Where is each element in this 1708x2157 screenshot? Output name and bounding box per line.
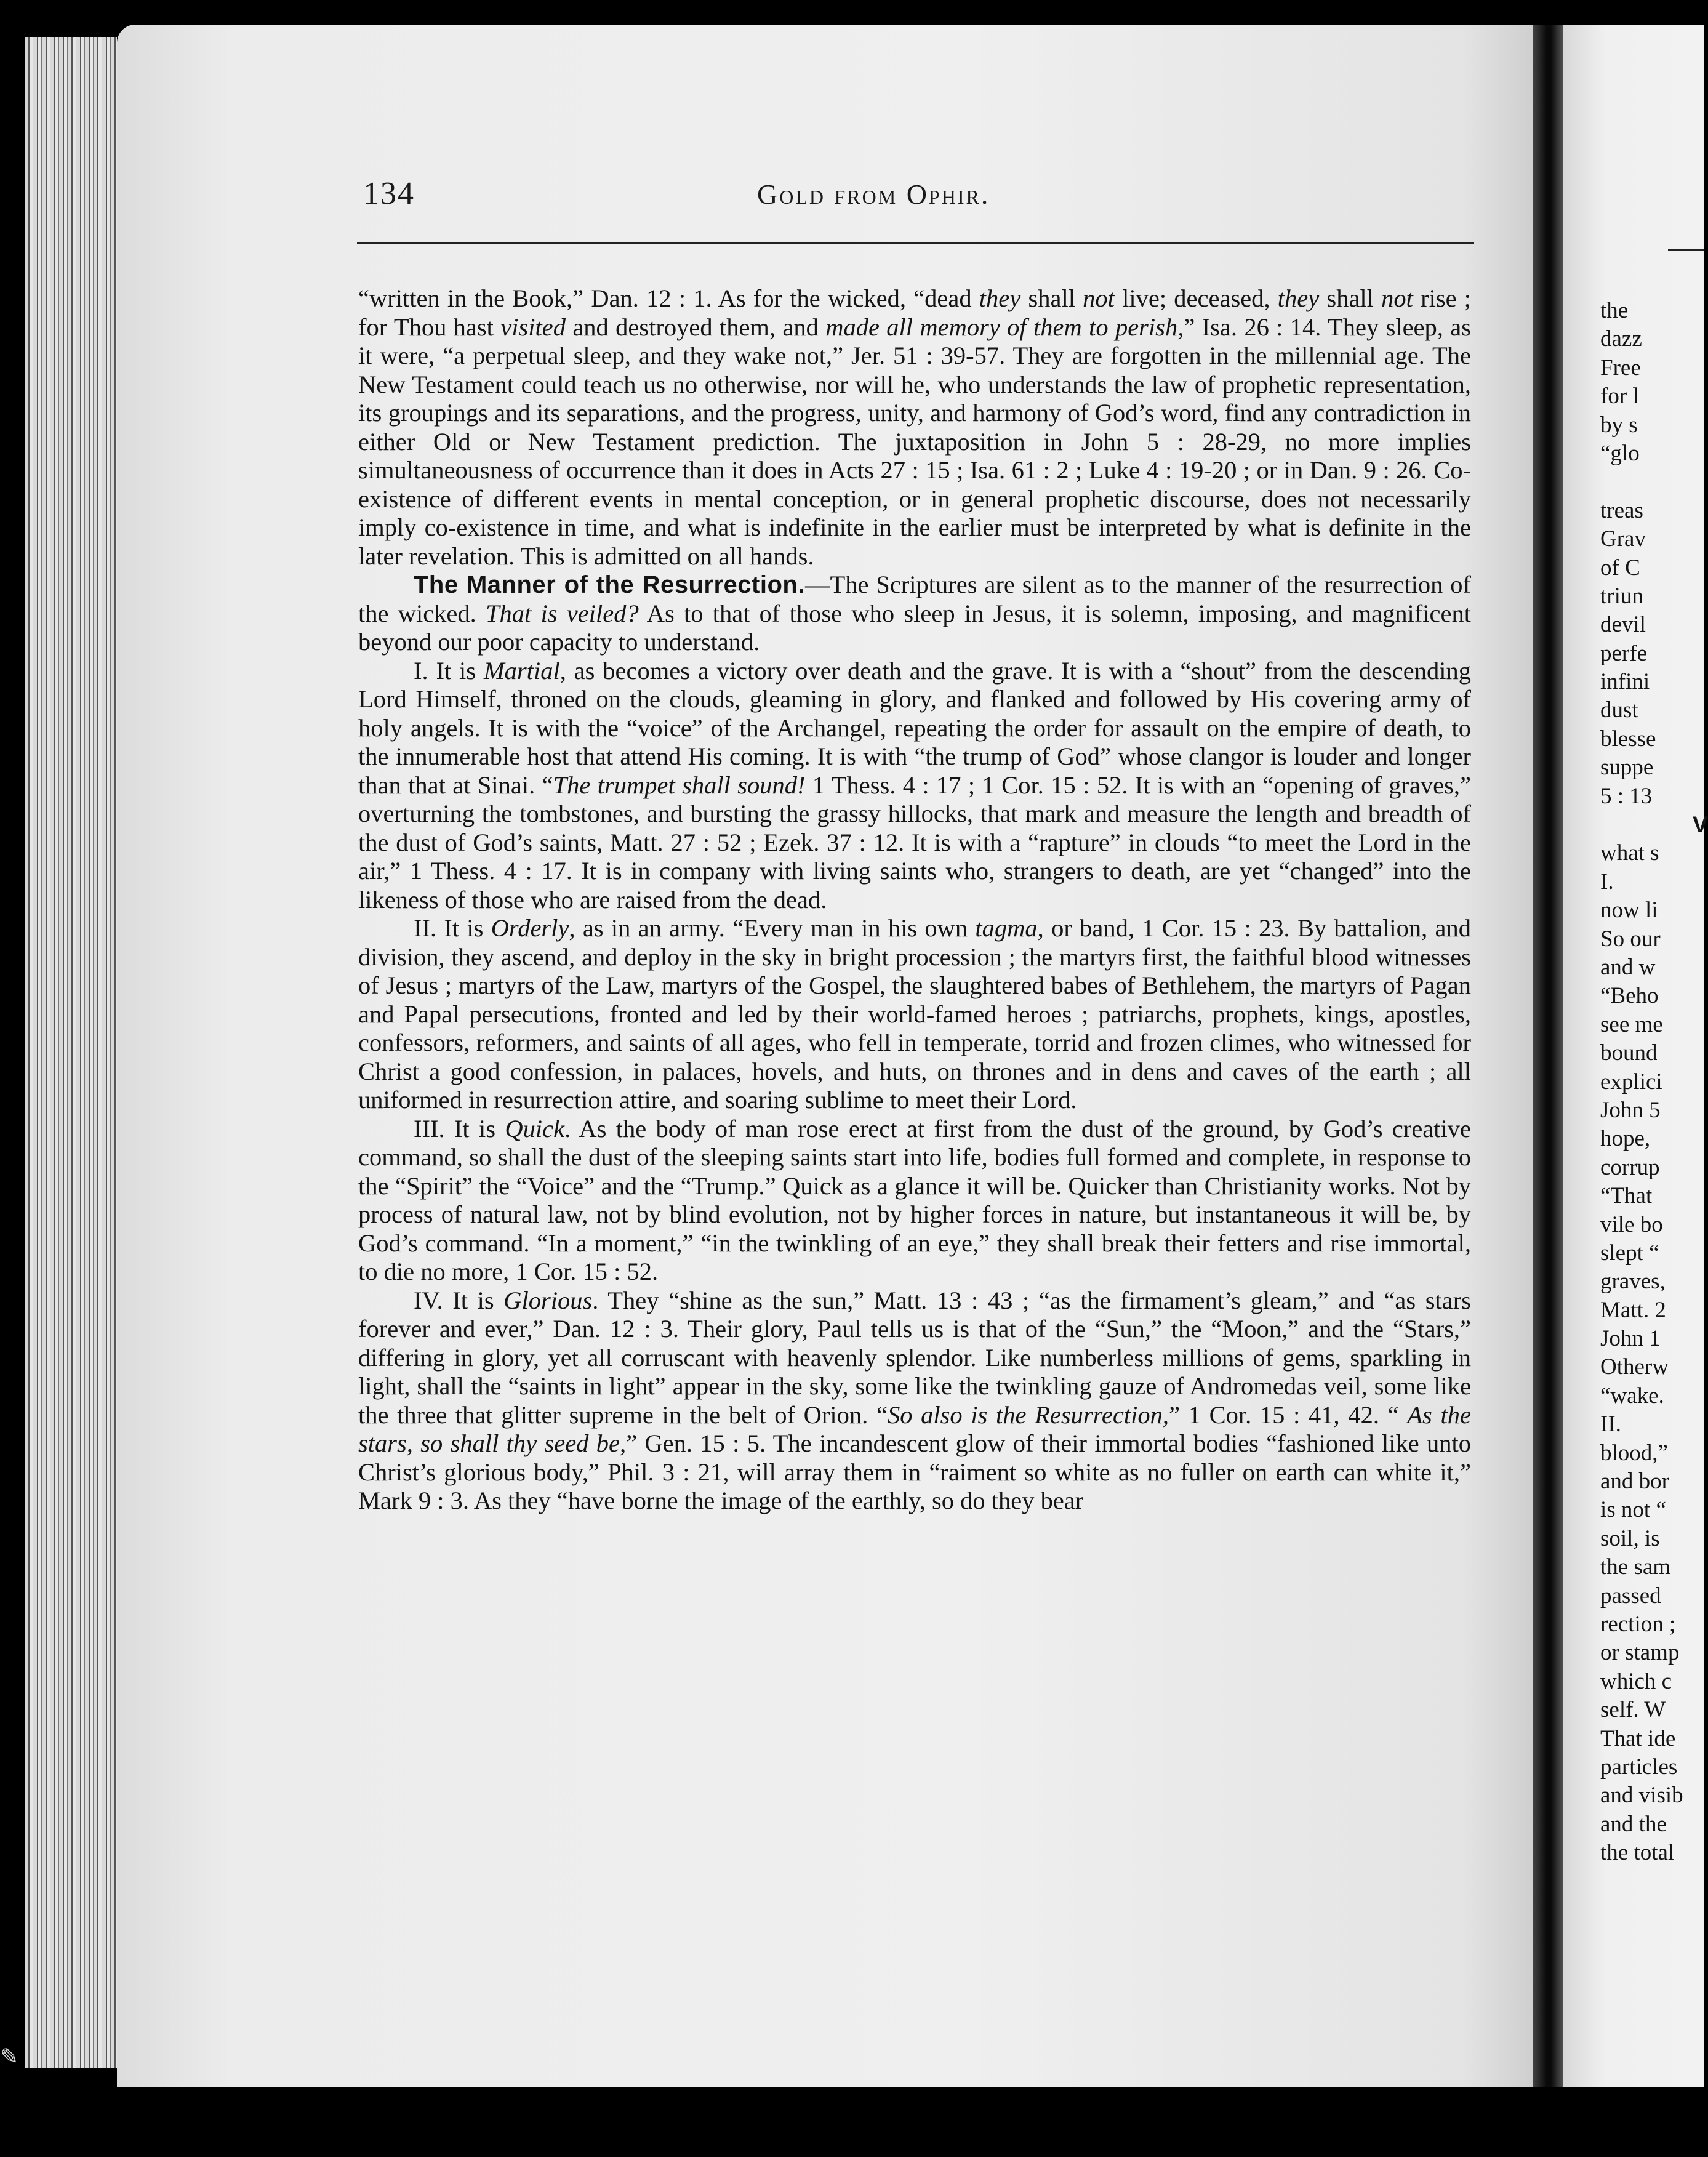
text-run: , as in an army. “Every man in his own	[569, 914, 976, 942]
right-page-line: hope,	[1600, 1126, 1651, 1152]
right-page-line: Matt. 2	[1600, 1297, 1666, 1323]
italic-text: The trumpet shall sound!	[553, 771, 806, 799]
right-page-line: slept “	[1600, 1240, 1659, 1266]
italic-text: they	[1277, 284, 1320, 312]
right-page-line: rection ;	[1600, 1611, 1676, 1637]
right-page-line: corrup	[1600, 1154, 1660, 1180]
italic-text: Quick	[505, 1114, 565, 1143]
right-page-line: devil	[1600, 612, 1646, 638]
text-run: . They “shine as the sun,” Matt. 13 : 43 ; “as the firmament’s gleam,” and “as stars forever and ever,” Dan. 12 : 3. Their glory, Paul tells us is that of the “Sun,” the “Moon,” and the “Stars,” differing in glory, yet all corruscant with heavenly splendor. Like numberless millions of gems, sparkling in light, shall the “saints in light” appear in the sky, some like the twinkling gauze of Andromedas veil, some like the three that glitter supreme in the belt of Orion. “	[358, 1286, 1471, 1429]
paragraph-p6	[358, 1287, 1471, 1516]
right-page-line: or stamp	[1600, 1640, 1680, 1666]
right-page-line: So our	[1600, 926, 1661, 952]
paragraph-p4	[358, 914, 1471, 1115]
right-page-line: “Beho	[1600, 983, 1659, 1009]
italic-text: they	[979, 284, 1021, 312]
right-page-line: 5 : 13	[1600, 783, 1653, 809]
text-run: I. It is	[414, 656, 484, 685]
text-run: rise ; for Thou hast	[358, 284, 1472, 341]
right-page-line: Free	[1600, 355, 1641, 380]
italic-text: visited	[500, 313, 566, 341]
right-page-line: blesse	[1600, 726, 1656, 752]
text-run: ” 1 Cor. 15 : 41, 42. “	[1169, 1400, 1408, 1429]
italic-text: not	[1381, 284, 1413, 312]
right-page-line: the	[1600, 298, 1629, 323]
text-run: II. It is	[414, 914, 491, 942]
page-edges	[25, 37, 117, 2068]
right-page-line: dust	[1600, 697, 1638, 723]
header-rule	[357, 242, 1474, 244]
right-page-line: by s	[1600, 412, 1638, 438]
right-page-line: now li	[1600, 898, 1658, 923]
right-page-line: John 5	[1600, 1097, 1661, 1123]
right-page-line: Otherw	[1600, 1354, 1669, 1380]
text-run: , or band, 1 Cor. 15 : 23. By battalion, and division, they ascend, and deploy in the sky in bright procession ; the martyrs first, the faithful blood witnesses of Jesus ; martyrs of the Law, martyrs of the Gospel, the slaughtered babes of Bethlehem, the martyrs of Pagan and Papal persecutions, fronted and led by their world-famed heroes ; patriarchs, prophets, kings, apostles, confessors, reformers, and saints of all ages, who fell in temperate, torrid and frozen climes, who witnessed for Christ a good confession, in palaces, hovels, and huts, on thrones and in dens and caves of the earth ; all uniformed in resurrection attire, and soaring sublime to meet their Lord.	[358, 914, 1471, 1114]
right-page-line: I.	[1600, 869, 1614, 894]
text-run: . As the body of man rose erect at first from the dust of the ground, by God’s creative command, so shall the dust of the sleeping saints start into life, bodies full formed and complete, in response to the “Spirit” the “Voice” and the “Trump.” Quick as a glance it will be. Quicker than Christianity works. Not by process of natural law, not by blind evolution, not by higher forces in nature, but instantaneous it will be, by God’s command. “In a moment,” “in the twinkling of an eye,” they shall break their fetters and rise immortal, to die no more, 1 Cor. 15 : 52.	[358, 1114, 1471, 1285]
italic-text: Martial	[483, 656, 560, 685]
right-page-text-fragments	[1600, 297, 1708, 1867]
text-run: “written in the Book,” Dan. 12 : 1. As for the wicked, “dead	[358, 284, 979, 312]
right-page-line: self. W	[1600, 1697, 1666, 1723]
right-page-line: soil, is	[1600, 1525, 1660, 1551]
right-page-line: for l	[1600, 384, 1639, 409]
right-page-line: “That	[1600, 1183, 1653, 1209]
right-page-line: see me	[1600, 1011, 1663, 1037]
text-run: —The Scriptures are silent as to the manner of the resurrection of the wicked.	[358, 571, 1472, 627]
right-page-line	[1600, 468, 1704, 496]
text-run: and destroyed them, and	[565, 313, 826, 341]
italic-text: So also is the Resurrection,	[887, 1400, 1169, 1429]
text-run: III. It is	[414, 1114, 505, 1143]
right-page-line: triun	[1600, 583, 1643, 609]
text-run: As to that of those who sleep in Jesus, it is solemn, imposing, and magnificent beyond our poor capacity to understand.	[358, 599, 1471, 656]
italic-text: Glorious	[503, 1286, 593, 1314]
right-page-line: That ide	[1600, 1725, 1676, 1751]
text-run: shall	[1020, 284, 1083, 312]
right-page-line: John 1	[1600, 1326, 1661, 1352]
text-run: , as becomes a victory over death and the grave. It is with a “shout” from the descending Lord Himself, throned on the clouds, gleaming in glory, and flanked and followed by His covering army of holy angels. It is with the “voice” of the Archangel, repeating the order for assault on the empire of death, to the innumerable host that attend His coming. It is with “the trump of God” whose clangor is louder and longer than that at Sinai. “	[358, 656, 1471, 799]
right-page-line: dazz	[1600, 326, 1642, 352]
text-run: shall	[1319, 284, 1382, 312]
italic-text: not	[1083, 284, 1115, 312]
running-title: Gold from Ophir.	[757, 179, 990, 210]
right-page-line: suppe	[1600, 755, 1654, 781]
right-page-line: and visib	[1600, 1783, 1683, 1809]
book-gutter	[1533, 25, 1563, 2087]
paragraph-p5	[358, 1115, 1471, 1287]
right-page-line: explici	[1600, 1069, 1662, 1095]
paragraph-p3	[358, 657, 1471, 915]
text-run: live; deceased,	[1114, 284, 1278, 312]
running-head	[363, 175, 1471, 225]
main-text-column	[358, 284, 1471, 1516]
right-page-line: perfe	[1600, 640, 1647, 666]
italic-text: That is veiled?	[486, 599, 639, 627]
right-page-line: II.	[1600, 1412, 1621, 1437]
right-page-line: blood,”	[1600, 1440, 1668, 1466]
text-run: 1 Thess. 4 : 17 ; 1 Cor. 15 : 52. It is with an “opening of graves,” overturning the tombstones, and bursting the grassy hillocks, that mark and measure the length and breadth of the dust of God’s saints, Matt. 27 : 52 ; Ezek. 37 : 12. It is with a “rapture” in clouds “to meet the Lord in the air,” 1 Thess. 4 : 17. It is in company with living saints who, strangers to death, are yet “changed” into the likeness of those who are raised from the dead.	[358, 771, 1471, 914]
right-page-line: “wake.	[1600, 1383, 1664, 1408]
right-page-line: and the	[1600, 1811, 1667, 1837]
right-page-line: the total	[1600, 1840, 1675, 1866]
right-page-line: and bor	[1600, 1469, 1669, 1495]
right-page-line: passed	[1600, 1583, 1661, 1609]
right-page-line: what s	[1600, 840, 1659, 866]
right-page-line: V	[1693, 812, 1708, 838]
text-run: ” Isa. 26 : 14. They sleep, as it were, “a perpetual sleep, and they wake not,” Jer. 51 : 39-57. They are forgotten in the millennial age. The New Testament could teach us no otherwise, nor will he, who understands the law of prophetic representation, its groupings and its separations, and the progress, unity, and harmony of God’s word, find any contradiction in either Old or New Testament prediction. The juxtaposition in John 5 : 28-29, no more implies simultaneousness of occurrence than it does in Acts 27 : 15 ; Isa. 61 : 2 ; Luke 4 : 19-20 ; or in Dan. 9 : 26. Co-existence of different events in mental conception, or in general prophetic discourse, does not necessarily imply co-existence in time, and what is indefinite in the earlier must be interpreted by what is definite in the later revelation. This is admitted on all hands.	[358, 313, 1471, 570]
paragraph-p2	[358, 571, 1471, 657]
section-heading: The Manner of the Resurrection.	[414, 571, 805, 598]
right-page-line: is not “	[1600, 1497, 1666, 1523]
right-page-line: which c	[1600, 1668, 1672, 1694]
text-run: ” Gen. 15 : 5. The incandescent glow of their immortal bodies “fashioned like unto Christ’s glorious body,” Phil. 3 : 21, will array them in “raiment so white as no fuller on earth can white it,” Mark 9 : 3. As they “have borne the image of the earthly, so do they bear	[358, 1429, 1472, 1514]
text-run: IV. It is	[414, 1286, 504, 1314]
right-page-line: bound	[1600, 1040, 1658, 1066]
right-page-line: Grav	[1600, 526, 1646, 552]
right-header-rule	[1668, 249, 1704, 251]
right-page-line: particles	[1600, 1754, 1678, 1780]
right-page-line: infini	[1600, 669, 1650, 695]
right-page-line: the sam	[1600, 1554, 1671, 1580]
paragraph-p1	[358, 284, 1471, 571]
italic-text: Orderly	[491, 914, 569, 942]
italic-text: made all memory of them to perish,	[825, 313, 1184, 341]
right-page-line: “glo	[1600, 440, 1640, 466]
italic-text: tagma	[975, 914, 1038, 942]
page-number: 134	[363, 176, 415, 211]
right-page-line: and w	[1600, 954, 1656, 980]
right-page-line: graves,	[1600, 1269, 1666, 1295]
right-page-line: of C	[1600, 555, 1640, 580]
corner-mark: ✎	[0, 2044, 19, 2069]
italic-text: As the stars, so shall thy seed be,	[358, 1400, 1471, 1457]
right-page-line: treas	[1600, 497, 1643, 523]
right-page-line: vile bo	[1600, 1211, 1663, 1237]
